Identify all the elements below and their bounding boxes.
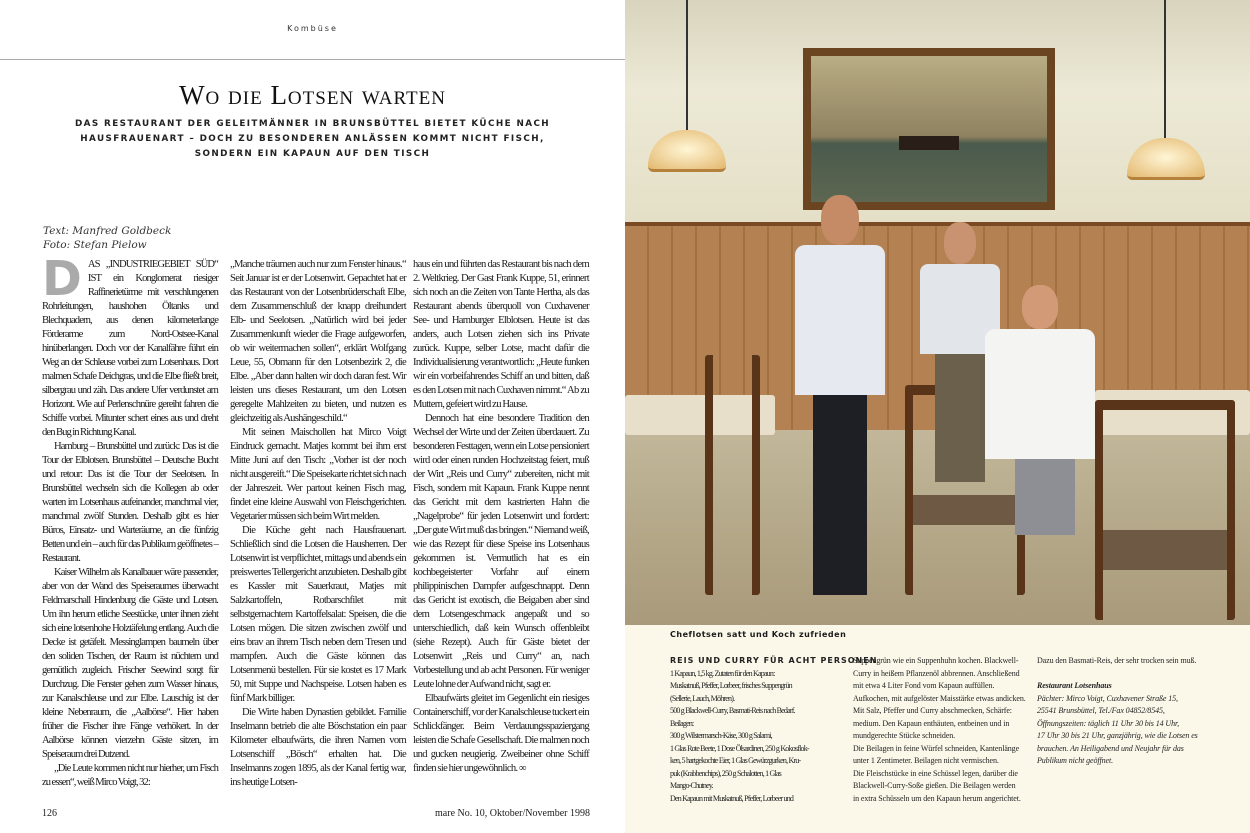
recipe-line: Den Kapaun mit Muskatnuß, Pfeffer, Lorbeer und <box>670 793 794 803</box>
header-rule <box>0 59 625 60</box>
recipe-line: Mango-Chutney. <box>670 781 713 790</box>
recipe-line: Die Fleischstücke in eine Schüssel legen, darüber die <box>853 768 1018 778</box>
paragraph: Mit seinen Maischollen hat Mirco Voigt Eindruck gemacht. Matjes kommt bei ihm erst Mitte Juni auf den Tisch: „Vorher ist der noch nicht ausgereift.“ Die Speisekarte richtet sich nach der Jahreszeit. Wer partout keinen Fisch mag, findet eine kleine Auswahl von Fleischgerichten. Vegetarier müssen sich beim Wirt melden. <box>230 427 406 522</box>
restaurant-info-title: Restaurant Lotsenhaus <box>1037 681 1112 690</box>
drop-cap: D <box>42 251 82 307</box>
recipe-line: 1 Glas Rote Beete, 1 Dose Ölsardinen, 250 g Kokosflok- <box>670 743 809 753</box>
article-title: Wo die Lotsen warten <box>179 80 446 110</box>
painting <box>803 48 1055 210</box>
paragraph: Die Küche geht nach Hausfrauenart. Schließlich sind die Lotsen die Hausherren. Der Lotsenwirt ist verpflichtet, mittags und abends ein preiswertes Tellergericht anzubieten. Deshalb gibt es Kassler mit Sauerkraut, Matjes mit Salzkartoffeln, Rotbarschfilet mit selbstgemachtem Kartoffelsalat: Speisen, die die Lotsen mögen. Die sitzen zwischen zwölf und eins brav an ihrem Tisch neben dem Tresen und mampfen. Auch die Gäste können das Lotsenmenü bestellen. Für sie kostet es 17 Mark 50, mit Suppe und Nachspeise. Lotsen haben es fünf Mark billiger. <box>230 525 406 704</box>
article-column-1 <box>42 251 218 790</box>
article-subtitle: DAS RESTAURANT DER GELEITMÄNNER IN BRUNSBÜTTEL BIETET KÜCHE NACH HAUSFRAUENART – DOCH ZU BESONDEREN ANLÄSSEN KOMMT NICHT FISCH, SONDERN EIN KAPAUN AUF DEN TISCH <box>74 119 551 159</box>
recipe-column-2 <box>853 655 1029 805</box>
info-line: Publikum nicht geöffnet. <box>1037 756 1114 765</box>
recipe-line: puk (Krabbenchips), 250 g Schalotten, 1 Glas <box>670 768 781 778</box>
info-line: Pächter: Mirco Voigt, Cuxhavener Straße 15, <box>1037 693 1178 703</box>
page-number: 126 <box>42 808 57 819</box>
paragraph: Die Wirte haben Dynastien gebildet. Familie Inselmann betrieb die alte Böschstation ein paar Kilometer elbaufwärts, die ihren Namen vom Lotsenschiff „Bösch“ erhalten hat. Die Inselmanns zogen 1895, als der Kanal fertig war, ins heutige Lotsen- <box>230 707 406 788</box>
recipe-line: in extra Schüsseln um den Kapaun herum angerichtet. <box>853 793 1021 803</box>
cook-person <box>985 285 1095 535</box>
lamp-cord <box>1164 0 1166 138</box>
recipe-line: Beilagen: <box>670 718 694 728</box>
recipe-column-1 <box>670 655 878 805</box>
recipe-line: Dazu den Basmati-Reis, der sehr trocken sein muß. <box>1037 656 1197 665</box>
restaurant-photo <box>625 0 1250 625</box>
painting-canvas <box>811 56 1047 202</box>
photo-credit: Foto: Stefan Pielow <box>43 239 147 251</box>
paragraph <box>42 251 218 440</box>
recipe-line: Curry in heißem Pflanzenöl abbrennen. Anschließend <box>853 668 1020 678</box>
recipe-line: mit etwa 4 Liter Fond vom Kapaun auffüllen. <box>853 681 995 690</box>
recipe-heading: REIS UND CURRY FÜR ACHT PERSONEN <box>670 656 878 665</box>
paragraph: Hamburg – Brunsbüttel und zurück: Das ist die Tour der Elblotsen. Brunsbüttel – Deutsche Bucht und retour: Das ist die Tour der Seelotsen. In Brunsbüttel wechseln sich die Kollegen ab oder warten im Lotsenhaus aufeinander, manchmal vier, manchmal zwölf Stunden. Deshalb gibt es hier Büros, Einsatz- und Warteräume, an die fünfzig Betten und ein – auch für das Publikum geöffnetes – Restaurant. <box>42 441 218 564</box>
pilot-person <box>795 195 885 595</box>
recipe-column-3 <box>1037 655 1242 768</box>
recipe-line: (Sellerie, Lauch, Möhren). <box>670 693 735 703</box>
recipe-line: mundgerechte Stücke schneiden. <box>853 731 956 740</box>
paragraph: „Die Leute kommen nicht nur hierher, um Fisch zu essen“, weiß Mirco Voigt, 32: <box>42 763 218 788</box>
paragraph: Dennoch hat eine besondere Tradition den Wechsel der Wirte und der Zeiten überdauert. Zu besonderen Festtagen, wenn ein Lotse pensioniert wird oder einen runden Hochzeitstag feiert, muß der Wirt „Reis und Curry“ zubereiten, nicht mit Fisch, sondern mit Kapaun. Frank Kuppe nennt das Gericht mit dem kastrierten Hahn die „Nagelprobe“ für jeden Lotsenwirt und fordert: „Der gute Wirt muß das bringen.“ Niemand weiß, wie das Rezept für diese Speise ins Lotsenhaus gekommen ist. Vermutlich hat es ein kochbegeisterter Vorfahr auf einem philippinischen Dampfer aufgeschnappt. Denn das Gericht ist exotisch, die Beigaben aber sind dem Lotsengeschmack angepaßt und so unterschiedlich, daß kein Wunsch offenbleibt (siehe Rezept). Auch für Gäste bietet der Lotsenwirt „Reis und Curry“ an, nach Vorbestellung und ab acht Personen. Für weniger Leute lohne der Aufwand nicht, sagt er. <box>413 413 589 690</box>
recipe-line: ken, 5 hartgekochte Eier, 1 Glas Gewürzgurken, Kru- <box>670 756 801 765</box>
lamp-cord <box>686 0 688 130</box>
byline <box>43 224 171 252</box>
info-line: Öffnungszeiten: täglich 11 Uhr 30 bis 14 Uhr, <box>1037 718 1180 728</box>
info-line: brauchen. An Heiligabend und Neujahr für das <box>1037 743 1184 753</box>
recipe-line: Muskatnuß, Pfeffer, Lorbeer, frisches Suppengrün <box>670 681 792 690</box>
recipe-line: unter 1 Zentimeter. Beilagen nicht vermischen. <box>853 756 999 765</box>
info-line: 25541 Brunsbüttel, Tel./Fax 04852/8545, <box>1037 706 1165 715</box>
recipe-line: 300 g Wilstermarsch-Käse, 300 g Salami, <box>670 731 772 740</box>
recipe-panel <box>625 625 1250 833</box>
photo-caption: Cheflotsen satt und Koch zufrieden <box>670 630 847 639</box>
chair <box>705 355 760 595</box>
ship-icon <box>899 136 959 150</box>
section-label: Kombüse <box>287 24 338 33</box>
recipe-line: Aufkochen, mit aufgelöster Maisstärke etwas andicken. <box>853 693 1026 703</box>
recipe-line: Die Beilagen in feine Würfel schneiden, Kantenlänge <box>853 743 1020 753</box>
recipe-line: Mit Salz, Pfeffer und Curry abschmecken, Schärfe: <box>853 706 1012 715</box>
recipe-line: Suppengrün wie ein Suppenhuhn kochen. Blackwell- <box>853 656 1019 665</box>
recipe-line: 1 Kapaun, 1,5 kg. Zutaten für den Kapaun: <box>670 668 775 678</box>
paragraph-text: AS „INDUSTRIEGEBIET SÜD“ IST ein Konglomerat riesiger Raffinerietürme mit verschlungenen Rohrleitungen, haushohen Öltanks und Blechquadern, aus denen kilometerlange Förderarme zum Nord-Ostsee-Kanal hinüberlangen. Doch vor der Kanalfähre führt ein Weg an der Schleuse vorbei zum Lotsenhaus. Dort malmen Schafe Deichgras, und die Elbe fließt breit, silbergrau und zäh. Das andere Ufer verdunstet am Horizont. Wie auf Perlenschnüre gereiht fahren die Schiffe vorbei. Mitunter schert eines aus und dreht den Bug in Richtung Kanal. <box>42 259 218 438</box>
article-column-2 <box>230 258 406 790</box>
recipe-line: medium. Den Kapaun enthäuten, entbeinen und in <box>853 718 1010 728</box>
spacer <box>1037 668 1242 681</box>
issue-footer: mare No. 10, Oktober/November 1998 <box>435 808 590 819</box>
chair <box>1095 400 1235 620</box>
info-line: 17 Uhr 30 bis 21 Uhr, ganzjährig, wie die Lotsen es <box>1037 731 1198 740</box>
paragraph: haus ein und führten das Restaurant bis nach dem 2. Weltkrieg. Der Gast Frank Kuppe, 51, erinnert sich noch an die Zeiten von Tante Hertha, als das Restaurant abends überquoll von Cuxhavener See- und Hamburger Elblotsen. Heute ist das anders, auch Lotsen ziehen sich ins Private zurück. Kuppe, selber Lotse, macht dafür die Individualisierung verantwortlich: „Heute funken wir ein vorbeifahrendes Schiff an und bitten, daß es den Lotsen mit nach Cuxhaven nimmt.“ Ab zu Muttern, gefeiert wird zu Hause. <box>413 259 589 410</box>
article-column-3 <box>413 258 589 776</box>
author-credit: Text: Manfred Goldbeck <box>43 225 172 237</box>
paragraph: Elbaufwärts gleitet im Gegenlicht ein riesiges Containerschiff, vor der Kanalschleuse tuckert ein Schlickfänger. Beim Verdauungsspaziergang leisten die Schafe Gesellschaft. Die malmen noch und gucken neugierig. Zweibeiner ohne Schiff finden sie hier ungewöhnlich. ∞ <box>413 693 589 774</box>
recipe-line: 500 g Blackwell-Curry, Basmati-Reis nach Bedarf. <box>670 706 795 715</box>
recipe-line: Blackwell-Curry-Soße gießen. Die Beilagen werden <box>853 781 1016 790</box>
paragraph: „Manche träumen auch nur zum Fenster hinaus.“ Seit Januar ist er der Lotsenwirt. Gepachtet hat er das Restaurant von der Lotsenbrüderschaft Elbe, dem Zusammenschluß der knapp dreihundert Elb- und Seelotsen. „Natürlich wird bei jeder Zusammenkunft wieder die Frage aufgeworfen, ob wir weitermachen sollen“, erklärt Wolfgang Leue, 55, Obmann für den Lotsenbezirk 2, die Elbe. „Aber dann halten wir doch daran fest. Wir leisten uns dieses Restaurant, um den Lotsen geregelte Mahlzeiten zu bieten, und nutzen es gleichzeitig als Aushängeschild.“ <box>230 259 406 424</box>
paragraph: Kaiser Wilhelm als Kanalbauer wäre passender, aber von der Wand des Speiseraumes überwacht Feldmarschall Hindenburg die Gäste und Lotsen. Um ihn herum etliche Seestücke, unter ihnen zieht sich eine lotsenhohe Holztäfelung entlang. Auch die Decke ist getäfelt. Messinglampen baumeln über den soliden Tischen, der Raum ist nüchtern und gemütlich zugleich. Frischer Seewind sorgt für Durchzug. Die Fenster gehen zum Wasser hinaus, zur Kanalschleuse und zur Elbe. Lauschig ist der kleine Nebenraum, die „Aalbörse“. Hier haben früher die Fischer ihre Fänge verhökert. In der Aalbörse können vierzehn Gäste sitzen, im Speiseraum drei Dutzend. <box>42 567 218 760</box>
